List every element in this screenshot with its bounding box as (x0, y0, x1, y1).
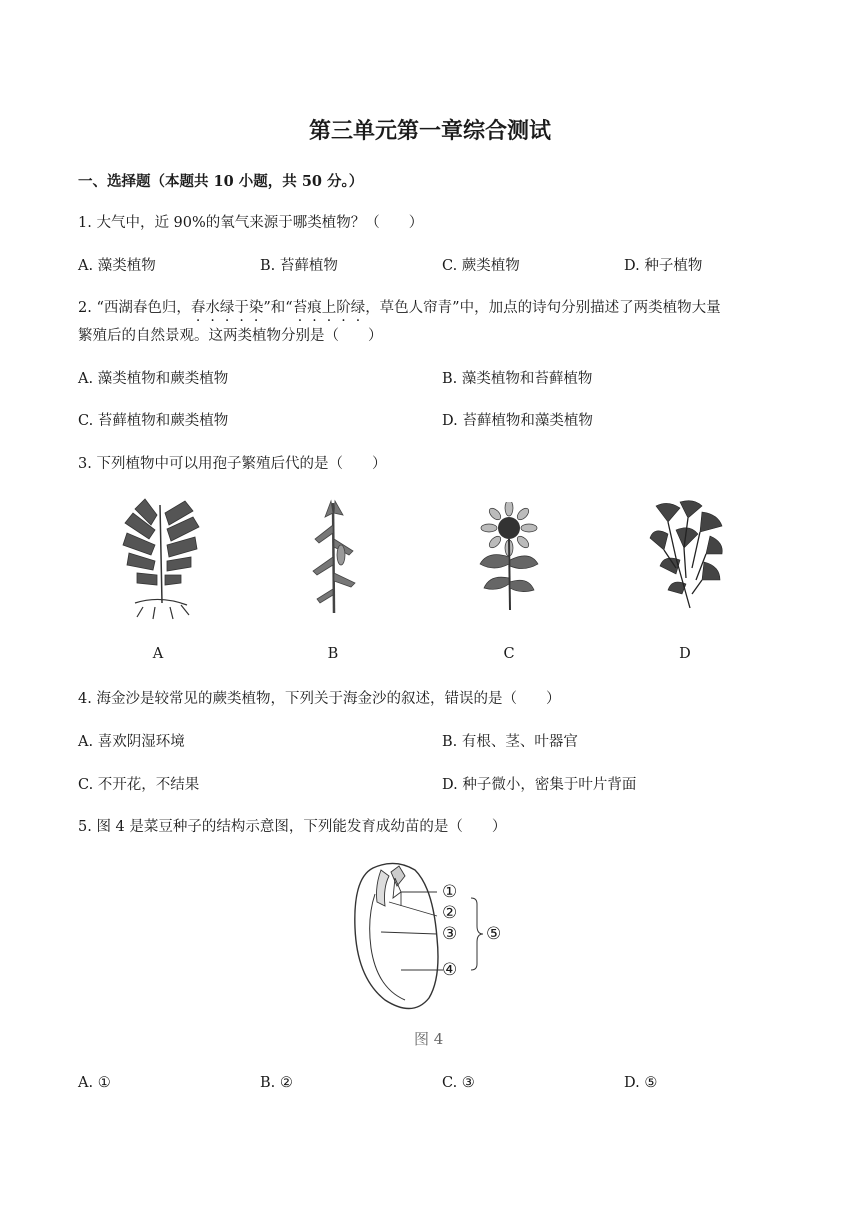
question-5-option-b[interactable]: B. ② (260, 1075, 293, 1091)
mark-1: ① (442, 882, 458, 902)
dotted-char: 绿 (219, 300, 235, 316)
question-4-option-b[interactable]: B. 有根、茎、叶器官 (442, 734, 578, 750)
ginkgo-image (646, 498, 726, 613)
dotted-char: 于 (234, 300, 249, 316)
image-label-d: D (679, 646, 691, 662)
dotted-phrase-1 (191, 300, 264, 316)
question-2-stem-part-c: ，草色人帘青”中，加点的诗句分别描述了两类植物大量 (365, 300, 721, 316)
image-label-c: C (503, 646, 515, 662)
dotted-char: 苔 (292, 300, 308, 316)
question-3-stem: 3. 下列植物中可以用孢子繁殖后代的是（ ） (78, 456, 387, 472)
dotted-char: 水 (205, 300, 220, 316)
mark-4: ④ (442, 960, 458, 980)
question-2-stem-part-a: 2. “西湖春色归， (78, 300, 191, 316)
question-1-option-d[interactable]: D. 种子植物 (624, 258, 703, 274)
dotted-char: 上 (321, 300, 337, 316)
question-5-option-a[interactable]: A. ① (78, 1075, 111, 1091)
dotted-char: 染 (248, 300, 264, 316)
dotted-char: 阶 (336, 300, 351, 316)
question-1-option-b[interactable]: B. 苔藓植物 (260, 258, 338, 274)
figure-caption: 图 4 (414, 1030, 444, 1048)
question-4-option-a[interactable]: A. 喜欢阴湿环境 (78, 734, 185, 750)
question-2-stem-line-2: 繁殖后的自然景观。这两类植物分别是（ ） (78, 328, 383, 344)
section-heading: 一、选择题（本题共 10 小题，共 50 分。） (78, 173, 364, 190)
image-label-a: A (152, 646, 164, 662)
dotted-phrase-2-text (293, 300, 366, 316)
question-4-stem: 4. 海金沙是较常见的蕨类植物，下列关于海金沙的叙述，错误的是（ ） (78, 691, 561, 707)
sunflower-image (474, 502, 544, 612)
question-2-stem (78, 296, 721, 317)
question-4-option-c[interactable]: C. 不开花，不结果 (78, 777, 200, 793)
question-5-stem: 5. 图 4 是菜豆种子的结构示意图，下列能发育成幼苗的是（ ） (78, 819, 507, 835)
question-5-option-c[interactable]: C. ③ (442, 1075, 475, 1091)
mark-2: ② (442, 903, 458, 923)
question-2-option-a[interactable]: A. 藻类植物和蕨类植物 (78, 371, 229, 387)
image-label-b: B (327, 646, 339, 662)
mark-5: ⑤ (486, 924, 502, 944)
fern-image (115, 495, 205, 620)
dotted-phrase-2 (293, 300, 366, 316)
question-4-option-d[interactable]: D. 种子微小，密集于叶片背面 (442, 777, 637, 793)
dotted-phrase-1-text (191, 300, 264, 316)
question-2-option-c[interactable]: C. 苔藓植物和蕨类植物 (78, 413, 229, 429)
dotted-char: 绿 (350, 300, 366, 316)
mark-3: ③ (442, 924, 458, 944)
question-5-option-d[interactable]: D. ⑤ (624, 1075, 658, 1091)
dotted-char: 春 (190, 300, 206, 316)
question-1-option-a[interactable]: A. 藻类植物 (78, 258, 156, 274)
dotted-char: 痕 (307, 300, 322, 316)
question-1-stem: 1. 大气中，近 90%的氧气来源于哪类植物？（ ） (78, 215, 424, 231)
corn-image (303, 495, 363, 620)
question-2-option-d[interactable]: D. 苔藓植物和藻类植物 (442, 413, 593, 429)
question-1-option-c[interactable]: C. 蕨类植物 (442, 258, 520, 274)
question-2-option-b[interactable]: B. 藻类植物和苔藓植物 (442, 371, 593, 387)
page-title: 第三单元第一章综合测试 (308, 118, 551, 144)
question-2-stem-part-b: ”和“ (263, 300, 293, 316)
